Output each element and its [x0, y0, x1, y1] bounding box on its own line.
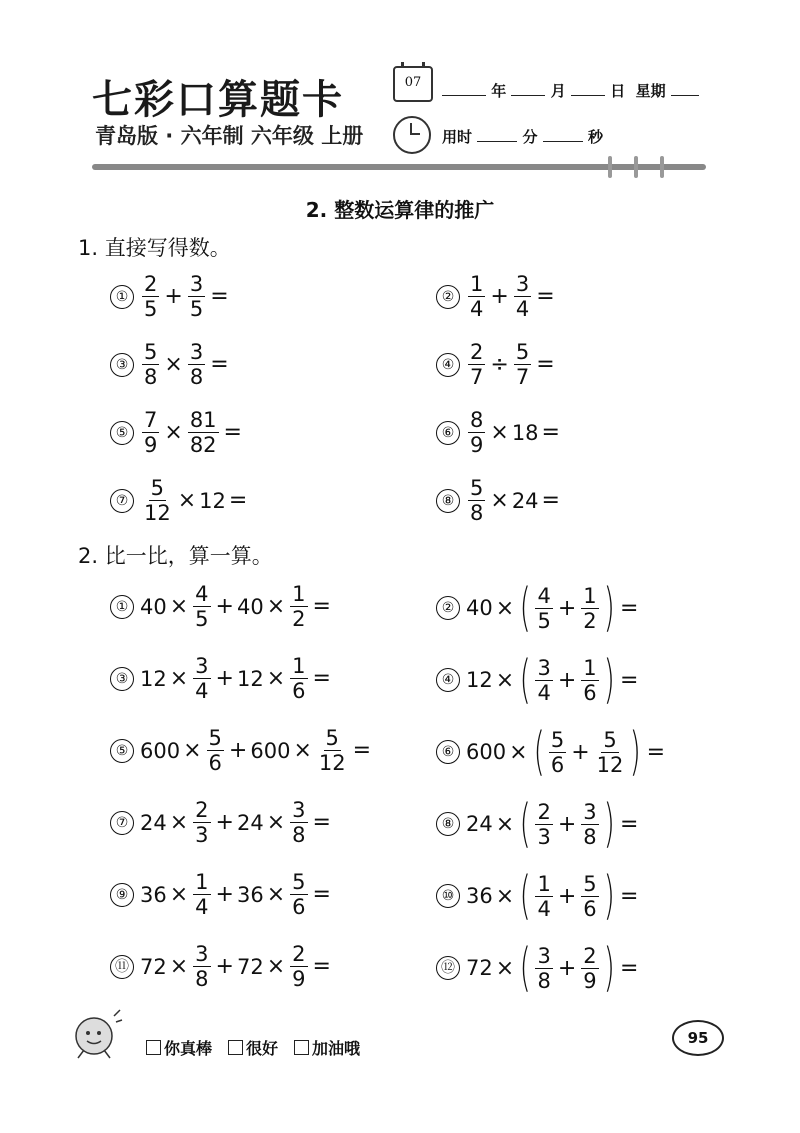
- fraction: [188, 272, 205, 321]
- denominator: 6: [583, 680, 597, 705]
- time-used-label: 用时: [442, 128, 473, 146]
- numerator: 3: [537, 943, 551, 968]
- checkbox-icon: [146, 1040, 161, 1055]
- problem: [436, 272, 558, 321]
- problem-number: ④: [436, 668, 460, 692]
- operator: ×: [495, 955, 515, 981]
- number: 18: [511, 420, 539, 445]
- number: 12: [199, 488, 226, 513]
- operator: +: [215, 954, 234, 979]
- operator: ×: [169, 810, 189, 835]
- fraction: [514, 340, 531, 389]
- number: 12: [466, 668, 493, 692]
- problem-number: ⑦: [110, 811, 134, 835]
- problem-number: ⑨: [110, 883, 134, 907]
- denominator: 3: [537, 824, 551, 849]
- numerator: 5: [150, 476, 165, 500]
- problem-number: ⑥: [436, 740, 460, 764]
- problem-number: ③: [110, 353, 134, 377]
- section1-heading: 1. 直接写得数。: [78, 236, 231, 260]
- problem: [436, 340, 558, 389]
- operator: =: [228, 488, 248, 513]
- denominator: 4: [537, 896, 551, 921]
- operator: +: [215, 882, 234, 907]
- calendar-day: 07: [404, 75, 422, 90]
- problem-number: ⑧: [436, 812, 460, 836]
- number: 600: [140, 738, 181, 763]
- rating-option-keep-going[interactable]: 加油哦: [294, 1036, 360, 1059]
- denominator: 9: [583, 968, 597, 993]
- operator: ×: [169, 666, 189, 691]
- numerator: 3: [195, 654, 209, 678]
- denominator: 8: [583, 824, 597, 849]
- operator: =: [619, 667, 639, 693]
- parenthesis: (: [519, 650, 531, 710]
- rating-option-great[interactable]: 你真棒: [146, 1036, 212, 1059]
- problem: [436, 866, 641, 926]
- operator: ×: [509, 739, 528, 765]
- problem: [110, 582, 334, 631]
- denominator: 9: [144, 433, 158, 457]
- operator: +: [557, 883, 577, 909]
- fraction: [290, 942, 307, 991]
- fraction: [142, 408, 159, 457]
- operator: =: [619, 811, 639, 837]
- numerator: 3: [537, 655, 551, 680]
- fraction: [193, 870, 210, 919]
- parenthesis: (: [519, 938, 531, 998]
- edition-label: 青岛版 · 六年制 六年级 上册: [95, 124, 364, 148]
- number: 12: [236, 666, 264, 691]
- number: 40: [236, 594, 264, 619]
- denominator: 9: [470, 433, 484, 457]
- parenthesis: ): [629, 722, 642, 782]
- fraction: [535, 872, 552, 921]
- operator: =: [352, 738, 372, 763]
- operator: =: [541, 420, 560, 445]
- denominator: 2: [292, 607, 306, 631]
- numerator: 5: [208, 726, 222, 750]
- operator: ×: [490, 420, 509, 445]
- operator: +: [557, 595, 577, 621]
- fraction: [549, 728, 566, 777]
- numerator: 5: [144, 340, 158, 364]
- problem-number: ⑫: [436, 956, 460, 980]
- operator: ×: [490, 488, 509, 513]
- parenthesis: ): [603, 938, 615, 998]
- numerator: 5: [325, 726, 339, 750]
- numerator: 2: [470, 340, 484, 364]
- denominator: 12: [596, 752, 624, 777]
- clock-icon: [393, 116, 431, 154]
- denominator: 8: [144, 365, 158, 389]
- fraction: [581, 800, 598, 849]
- numerator: 1: [583, 583, 597, 608]
- denominator: 6: [550, 752, 565, 777]
- fraction: [581, 872, 598, 921]
- numerator: 5: [583, 871, 597, 896]
- numerator: 3: [292, 798, 306, 822]
- numerator: 1: [537, 871, 551, 896]
- fraction: [317, 726, 348, 775]
- problem-number: ②: [436, 285, 460, 309]
- operator: ×: [177, 488, 197, 513]
- number: 40: [466, 596, 493, 620]
- denominator: 6: [208, 751, 222, 775]
- problem-number: ①: [110, 285, 134, 309]
- denominator: 7: [515, 365, 530, 389]
- problem-number: ⑥: [436, 421, 460, 445]
- problem: [436, 722, 668, 782]
- problem-number: ⑧: [436, 489, 460, 513]
- numerator: 5: [470, 476, 484, 500]
- denominator: 4: [195, 895, 209, 919]
- fraction: [193, 654, 210, 703]
- denominator: 8: [292, 823, 306, 847]
- fraction: [193, 798, 210, 847]
- binder-pin: [660, 156, 664, 178]
- operator: =: [536, 284, 555, 309]
- operator: ×: [183, 738, 202, 763]
- fraction: [188, 408, 219, 457]
- operator: ×: [169, 594, 189, 619]
- brand-title: 七彩口算题卡: [92, 76, 344, 123]
- denominator: 12: [144, 501, 171, 525]
- denominator: 82: [189, 433, 217, 457]
- numerator: 3: [195, 942, 209, 966]
- numerator: 1: [195, 870, 209, 894]
- number: 36: [466, 884, 493, 908]
- fraction: [290, 798, 307, 847]
- number: 72: [236, 954, 264, 979]
- operator: =: [312, 954, 331, 979]
- operator: =: [619, 955, 639, 981]
- time-line: [442, 126, 603, 147]
- operator: =: [619, 883, 639, 909]
- fraction: [468, 340, 485, 389]
- operator: =: [646, 739, 666, 765]
- denominator: 5: [195, 607, 209, 631]
- fraction: [535, 584, 552, 633]
- operator: ×: [169, 882, 189, 907]
- operator: =: [223, 420, 242, 445]
- number: 12: [140, 666, 167, 691]
- denominator: 4: [515, 297, 530, 321]
- operator: =: [619, 595, 639, 621]
- numerator: 3: [583, 799, 597, 824]
- operator: ×: [164, 420, 183, 445]
- numerator: 2: [537, 799, 551, 824]
- problem-number: ①: [110, 595, 134, 619]
- self-rating-group: [146, 1036, 360, 1059]
- parenthesis: ): [603, 578, 615, 638]
- year-label: 年: [491, 82, 507, 100]
- parenthesis: (: [519, 794, 531, 854]
- problem-number: ⑩: [436, 884, 460, 908]
- month-label: 月: [550, 82, 566, 100]
- problem-number: ③: [110, 667, 134, 691]
- numerator: 1: [470, 272, 484, 296]
- problem: [436, 650, 641, 710]
- section2-heading: 2. 比一比，算一算。: [78, 544, 273, 568]
- operator: =: [541, 488, 560, 513]
- operator: ×: [266, 882, 286, 907]
- operator: ×: [266, 666, 286, 691]
- operator: =: [536, 352, 555, 377]
- parenthesis: (: [519, 578, 531, 638]
- checkbox-icon: [228, 1040, 243, 1055]
- number: 24: [236, 810, 264, 835]
- operator: =: [312, 666, 331, 691]
- problem-number: ⑤: [110, 739, 134, 763]
- numerator: 4: [537, 583, 551, 608]
- number: 36: [140, 882, 167, 907]
- operator: +: [557, 811, 577, 837]
- problem: [436, 938, 641, 998]
- number: 24: [466, 812, 493, 836]
- rating-option-good[interactable]: 很好: [228, 1036, 278, 1059]
- operator: ×: [495, 811, 515, 837]
- fraction: [535, 800, 552, 849]
- numerator: 8: [470, 408, 484, 432]
- operator: +: [557, 955, 577, 981]
- binder-pin: [608, 156, 612, 178]
- numerator: 4: [195, 582, 209, 606]
- problem-number: ②: [436, 596, 460, 620]
- fraction: [207, 726, 224, 775]
- denominator: 8: [537, 968, 551, 993]
- operator: ×: [169, 954, 189, 979]
- minute-label: 分: [522, 128, 538, 146]
- operator: =: [312, 882, 331, 907]
- parenthesis: ): [603, 794, 615, 854]
- lesson-title: 2. 整数运算律的推广: [305, 198, 495, 222]
- problem: [110, 726, 374, 775]
- number: 600: [250, 738, 291, 763]
- problem: [436, 794, 641, 854]
- operator: ×: [266, 954, 286, 979]
- number: 600: [466, 740, 507, 764]
- denominator: 5: [537, 608, 551, 633]
- fraction: [535, 656, 552, 705]
- numerator: 5: [550, 727, 565, 752]
- fraction: [581, 944, 598, 993]
- denominator: 4: [195, 679, 209, 703]
- problem: [436, 408, 563, 457]
- problem: [110, 272, 232, 321]
- denominator: 4: [470, 297, 484, 321]
- date-line: [442, 80, 699, 101]
- problem: [110, 942, 334, 991]
- fraction: [514, 272, 531, 321]
- number: 40: [140, 594, 167, 619]
- fraction: [581, 656, 598, 705]
- operator: ×: [266, 810, 286, 835]
- problem-number: ④: [436, 353, 460, 377]
- numerator: 2: [144, 272, 158, 296]
- numerator: 5: [515, 340, 530, 364]
- operator: =: [312, 594, 331, 619]
- problem-number: ⑤: [110, 421, 134, 445]
- fraction: [142, 272, 159, 321]
- fraction: [290, 870, 307, 919]
- parenthesis: (: [533, 722, 545, 782]
- operator: =: [312, 810, 331, 835]
- operator: +: [215, 594, 234, 619]
- denominator: 3: [195, 823, 209, 847]
- number: 72: [140, 954, 167, 979]
- number: 24: [140, 810, 167, 835]
- denominator: 8: [189, 365, 204, 389]
- number: 36: [236, 882, 264, 907]
- problem: [110, 476, 250, 525]
- denominator: 2: [583, 608, 597, 633]
- denominator: 7: [470, 365, 484, 389]
- problem: [436, 578, 641, 638]
- parenthesis: ): [603, 650, 615, 710]
- operator: ×: [293, 738, 312, 763]
- problem: [110, 654, 334, 703]
- problem-number: ⑪: [110, 955, 134, 979]
- denominator: 5: [144, 297, 158, 321]
- fraction: [188, 340, 205, 389]
- problem: [436, 476, 563, 525]
- parenthesis: ): [603, 866, 615, 926]
- number: 24: [511, 488, 539, 513]
- operator: +: [215, 666, 234, 691]
- fraction: [290, 582, 307, 631]
- numerator: 3: [189, 340, 204, 364]
- parenthesis: (: [519, 866, 531, 926]
- fraction: [290, 654, 307, 703]
- operator: =: [210, 284, 229, 309]
- numerator: 2: [195, 798, 209, 822]
- denominator: 4: [537, 680, 551, 705]
- day-label: 日: [610, 82, 626, 100]
- denominator: 8: [195, 967, 209, 991]
- fraction: [468, 272, 485, 321]
- denominator: 12: [318, 751, 346, 775]
- operator: ×: [495, 883, 515, 909]
- numerator: 3: [515, 272, 530, 296]
- numerator: 1: [292, 654, 306, 678]
- numerator: 1: [583, 655, 597, 680]
- mascot-icon: [70, 1006, 124, 1064]
- operator: +: [164, 284, 183, 309]
- page-number: 95: [672, 1020, 724, 1056]
- problem: [110, 870, 334, 919]
- fraction: [468, 408, 485, 457]
- denominator: 6: [292, 679, 306, 703]
- operator: +: [228, 738, 248, 763]
- numerator: 5: [292, 870, 306, 894]
- operator: ×: [164, 352, 183, 377]
- fraction: [142, 476, 173, 525]
- second-label: 秒: [587, 128, 603, 146]
- operator: +: [215, 810, 234, 835]
- header-rule: [92, 164, 706, 170]
- numerator: 5: [603, 727, 617, 752]
- operator: ×: [266, 594, 286, 619]
- numerator: 2: [583, 943, 597, 968]
- denominator: 6: [583, 896, 597, 921]
- fraction: [595, 728, 626, 777]
- operator: +: [490, 284, 509, 309]
- operator: +: [557, 667, 577, 693]
- operator: =: [210, 352, 229, 377]
- numerator: 7: [144, 408, 158, 432]
- problem: [110, 408, 245, 457]
- number: 72: [466, 956, 493, 980]
- numerator: 1: [292, 582, 306, 606]
- fraction: [142, 340, 159, 389]
- binder-pin: [634, 156, 638, 178]
- fraction: [535, 944, 552, 993]
- operator: ×: [495, 595, 515, 621]
- fraction: [581, 584, 598, 633]
- fraction: [193, 942, 210, 991]
- operator: ×: [495, 667, 515, 693]
- denominator: 6: [292, 895, 306, 919]
- weekday-label: 星期: [635, 82, 666, 100]
- problem: [110, 798, 334, 847]
- numerator: 81: [189, 408, 217, 432]
- fraction: [468, 476, 485, 525]
- denominator: 5: [189, 297, 204, 321]
- problem: [110, 340, 232, 389]
- checkbox-icon: [294, 1040, 309, 1055]
- fraction: [193, 582, 210, 631]
- operator: ÷: [490, 352, 509, 377]
- operator: +: [571, 739, 590, 765]
- denominator: 9: [292, 967, 306, 991]
- problem-number: ⑦: [110, 489, 134, 513]
- numerator: 3: [189, 272, 204, 296]
- denominator: 8: [470, 501, 484, 525]
- numerator: 2: [292, 942, 306, 966]
- calendar-icon: [393, 66, 433, 102]
